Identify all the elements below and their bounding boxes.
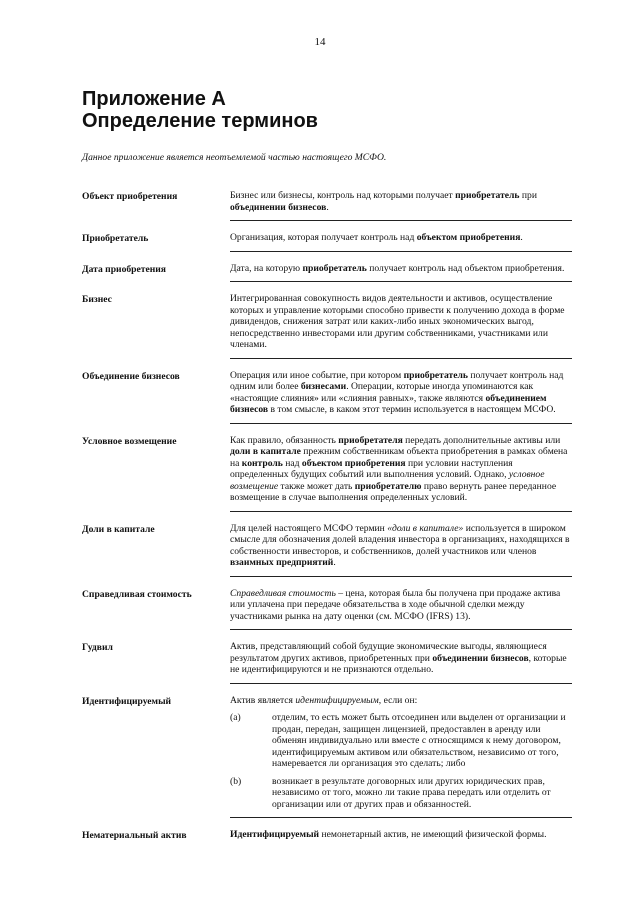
definition-text: . <box>520 232 523 243</box>
term-name: Дата приобретения <box>82 263 166 275</box>
definition-text: . <box>333 557 336 568</box>
term-definition <box>230 435 572 512</box>
definition-text: Актив, представляющий собой будущие экономические выгоды, являющиеся результатом других активов, приобретенных при <box>230 641 547 664</box>
definition-text: Для целей настоящего МСФО термин <box>230 522 388 534</box>
definition-text: . Операции, которые иногда упоминаются как «настоящие слияния» или «слияния равных», также являются <box>230 381 534 404</box>
term-definition <box>230 263 572 283</box>
term-name: Приобретатель <box>82 233 149 244</box>
page-number: 14 <box>314 36 326 48</box>
definition-text: получает контроль над объектом приобретения. <box>366 262 565 274</box>
definition-text: Как правило, обязанность <box>230 434 339 446</box>
definition-text: Актив является <box>230 694 296 706</box>
term-row <box>82 829 582 848</box>
term-definition <box>230 190 572 221</box>
term-name: Условное возмещение <box>82 435 177 447</box>
defined-term-ref: объединением бизнесов <box>230 392 547 415</box>
definition-text: при <box>519 190 537 201</box>
defined-term-ref: объединении бизнесов <box>432 652 529 664</box>
definition-text: Организация, которая получает контроль над <box>230 232 417 243</box>
definition-text: над <box>282 457 302 469</box>
term-definition <box>230 588 572 631</box>
definition-text: при условии наступления определенных будущих событий или выполнения условий. Однако, <box>230 457 513 480</box>
term-row <box>82 232 582 252</box>
definition-text: условное возмещение <box>230 469 545 492</box>
definition-text: Бизнес или бизнесы, контроль над которыми получает <box>230 190 456 201</box>
term-name: Объект приобретения <box>82 191 178 202</box>
defined-term-ref: приобретатель <box>302 262 367 274</box>
definition-text: получает контроль над одним или более <box>230 369 564 392</box>
definition-text: немонетарный актив, не имеющий физической формы. <box>319 829 547 840</box>
definition-text: Справедливая стоимость <box>230 587 336 599</box>
term-definition <box>230 641 572 684</box>
definition-text: право вернуть ранее переданное возмещение в случае выполнения определенных условий. <box>230 480 557 503</box>
definition-text: передать дополнительные активы или <box>402 434 561 446</box>
term-definition <box>230 695 572 819</box>
sub-item <box>230 776 572 811</box>
term-name: Нематериальный актив <box>82 830 187 841</box>
term-row <box>82 588 582 631</box>
definition-text: «доли в капитале» <box>387 522 464 534</box>
definition-text: – цена, которая была бы получена при продаже актива или уплачена при передаче обязательства в ходе обычной сделки между участниками рынка на дату оценки (см. МСФО (IFRS) 13). <box>230 587 561 622</box>
definition-text: идентифицируемым <box>295 694 379 706</box>
term-name: Бизнес <box>82 294 112 305</box>
term-definition <box>230 293 572 359</box>
term-name: Идентифицируемый <box>82 695 172 707</box>
sub-item-marker: (b) <box>230 775 242 787</box>
term-name: Справедливая стоимость <box>82 588 192 600</box>
defined-term-ref: приобретателю <box>354 480 422 492</box>
definition-text: Интегрированная совокупность видов деятельности и активов, осуществление которых и управление которыми способно привести к получению дохода в форме дивидендов, снижения затрат или каких-либо иных экономических выгод, непосредственно инвесторами или другим собственниками, участниками или членами. <box>230 293 565 350</box>
defined-term-ref: объединении бизнесов <box>230 201 327 213</box>
definition-text: также может дать <box>278 480 355 492</box>
term-definition <box>230 232 572 252</box>
title-definitions: Определение терминов <box>82 110 318 132</box>
term-definition <box>230 370 572 424</box>
sub-item-text: возникает в результате договорных или других юридических прав, независимо от того, можно ли такие права передать или отделить от организации или от других прав и обязанностей. <box>272 775 551 810</box>
term-row <box>82 263 582 283</box>
defined-term-ref: объектом приобретения <box>301 457 406 469</box>
defined-term-ref: бизнесами <box>300 381 347 392</box>
defined-term-ref: приобретателя <box>338 434 403 446</box>
sub-item <box>230 712 572 770</box>
term-row <box>82 190 582 221</box>
defined-term-ref: контроль <box>241 457 283 469</box>
term-row <box>82 695 582 819</box>
sub-item-marker: (a) <box>230 712 241 723</box>
term-row <box>82 370 582 424</box>
terms-list <box>82 190 582 848</box>
term-row <box>82 293 582 359</box>
definition-text: используется в широком смысле для обозначения долей владения инвестора в организациях, находящихся в собственности инвесторов, и собственников, долей участников или членов <box>230 522 570 557</box>
defined-term-ref: Идентифицируемый <box>230 829 320 840</box>
definition-text: , если он: <box>378 694 418 706</box>
defined-term-ref: приобретатель <box>455 190 520 201</box>
defined-term-ref: взаимных предприятий <box>230 557 334 568</box>
definition-text: Дата, на которую <box>230 262 303 274</box>
defined-term-ref: приобретатель <box>403 369 468 381</box>
sub-item-text: отделим, то есть может быть отсоединен или выделен от организации и продан, передан, защищен лицензией, предоставлен в аренду или обменян индивидуально или вместе с относящимся к нему договором, идентифицируемым активом или обязательством, независимо от того, намеревается ли организация это сделать; либо <box>272 712 566 769</box>
term-definition <box>230 829 572 848</box>
title-appendix: Приложение А <box>82 88 226 110</box>
term-name: Доли в капитале <box>82 523 155 535</box>
term-row <box>82 435 582 512</box>
appendix-note: Данное приложение является неотъемлемой частью настоящего МСФО. <box>82 152 387 163</box>
term-row <box>82 641 582 684</box>
term-name: Гудвил <box>82 642 113 653</box>
definition-text: Операция или иное событие, при котором <box>230 369 404 381</box>
defined-term-ref: доли в капитале <box>230 446 301 457</box>
definition-text: прежним собственникам объекта приобретения в рамках обмена на <box>230 446 568 469</box>
term-row <box>82 523 582 577</box>
definition-text: , которые не идентифицируются и не признаются отдельно. <box>230 652 567 675</box>
page-title <box>82 88 318 132</box>
term-name: Объединение бизнесов <box>82 370 180 382</box>
defined-term-ref: объектом приобретения <box>416 232 521 243</box>
definition-text: . <box>326 201 329 213</box>
definition-text: в том смысле, в каком этот термин используется в настоящем МСФО. <box>268 404 556 415</box>
term-definition <box>230 523 572 577</box>
